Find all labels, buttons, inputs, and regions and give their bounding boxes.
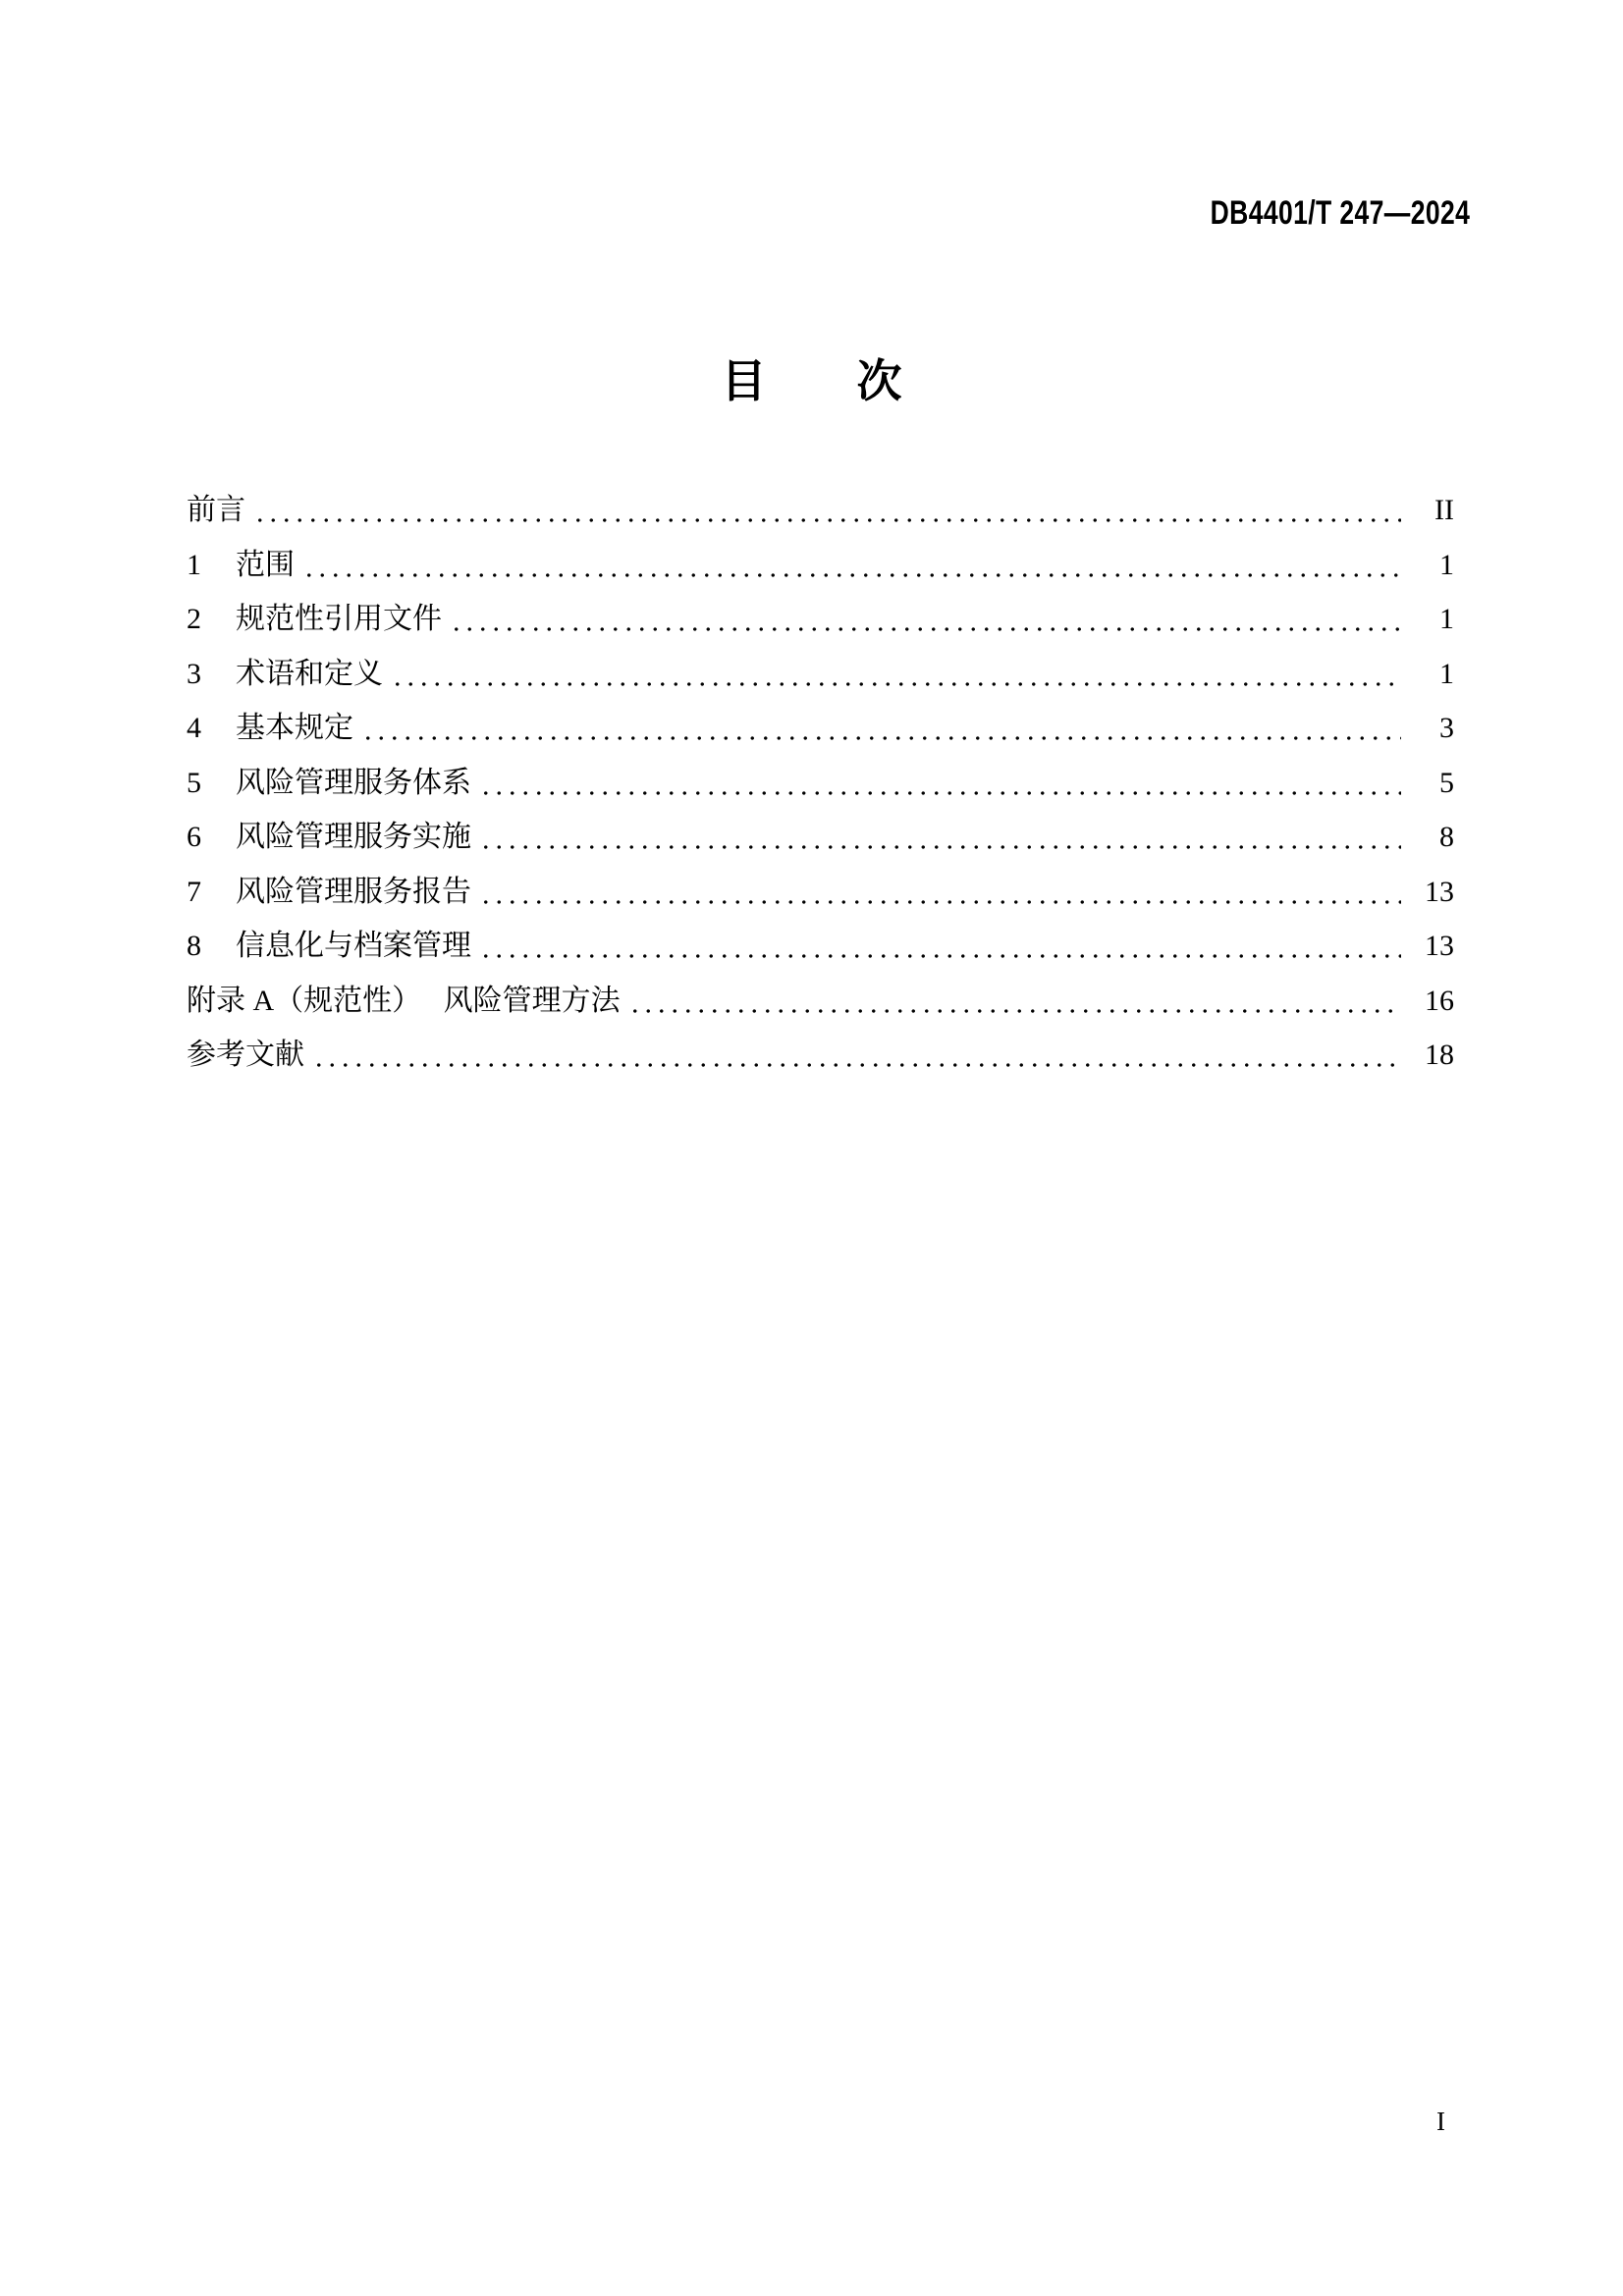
toc-entry-page: 3: [1439, 712, 1454, 744]
toc-leader-dots: [479, 756, 1401, 811]
toc-entry-page: 1: [1439, 603, 1454, 635]
toc-entry-label: 参考文献: [187, 1039, 304, 1071]
toc-entry-page: 13: [1425, 930, 1454, 962]
toc-entry-page: 18: [1425, 1039, 1454, 1071]
toc-entry: [187, 810, 1454, 865]
toc-entry-page: II: [1434, 494, 1454, 526]
toc-entry-label: 规范性引用文件: [236, 603, 442, 635]
toc-entry-label: 前言: [187, 494, 245, 526]
toc-entry-label: 术语和定义: [236, 657, 383, 690]
toc-leader-dots: [450, 592, 1401, 647]
toc-entry-page: 1: [1439, 548, 1454, 581]
toc-leader-dots: [302, 538, 1401, 593]
toc-entry: [187, 919, 1454, 974]
toc-entry-label: 范围: [236, 548, 295, 581]
toc-entry-page: 13: [1425, 875, 1454, 908]
toc-entry-number: 5: [187, 766, 201, 799]
toc-leader-dots: [479, 919, 1401, 974]
toc-entry-page: 1: [1439, 657, 1454, 690]
table-of-contents: [187, 483, 1454, 1083]
toc-entry-number: 7: [187, 875, 201, 908]
toc-entry-number: 3: [187, 657, 201, 690]
toc-entry: [187, 756, 1454, 811]
toc-entry-label: 基本规定: [236, 712, 353, 744]
toc-entry-number: 1: [187, 548, 201, 581]
toc-leader-dots: [312, 1028, 1401, 1083]
toc-entry-number: 4: [187, 712, 201, 744]
toc-leader-dots: [391, 647, 1401, 702]
toc-leader-dots: [628, 974, 1401, 1029]
toc-entry-number: 6: [187, 821, 201, 853]
toc-entry: [187, 483, 1454, 538]
toc-leader-dots: [361, 701, 1401, 756]
toc-leader-dots: [479, 810, 1401, 865]
toc-entry: [187, 865, 1454, 920]
toc-entry: [187, 592, 1454, 647]
toc-entry-label: 附录 A（规范性） 风险管理方法: [187, 984, 621, 1017]
toc-entry-label: 风险管理服务体系: [236, 766, 471, 799]
toc-leader-dots: [479, 865, 1401, 920]
toc-entry: [187, 538, 1454, 593]
toc-entry-label: 信息化与档案管理: [236, 930, 471, 962]
page-title: 目 次: [721, 356, 902, 406]
toc-entry-page: 5: [1439, 766, 1454, 799]
toc-entry-label: 风险管理服务报告: [236, 875, 471, 908]
toc-entry: [187, 1028, 1454, 1083]
page-number: I: [1436, 2107, 1445, 2136]
toc-entry-label: 风险管理服务实施: [236, 821, 471, 853]
toc-leader-dots: [253, 483, 1401, 538]
toc-entry-page: 8: [1439, 821, 1454, 853]
toc-entry-page: 16: [1425, 984, 1454, 1017]
toc-entry: [187, 647, 1454, 702]
toc-entry-number: 2: [187, 603, 201, 635]
toc-entry-number: 8: [187, 930, 201, 962]
toc-entry: [187, 701, 1454, 756]
toc-entry: [187, 974, 1454, 1029]
document-code: DB4401/T 247—2024: [1210, 194, 1470, 232]
